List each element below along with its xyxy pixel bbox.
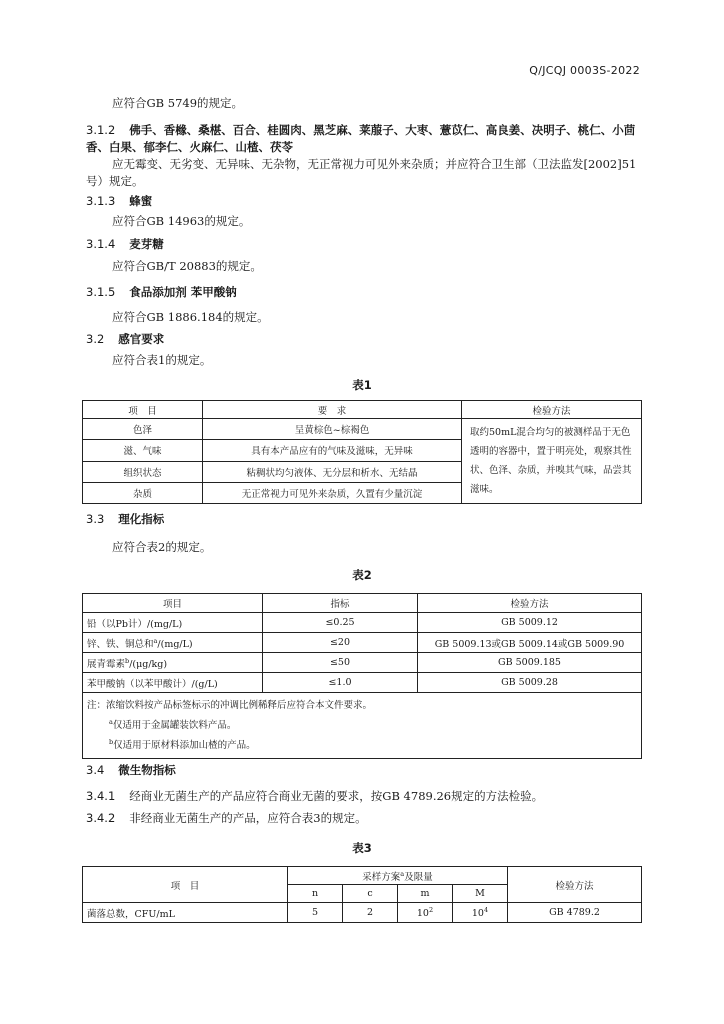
- section-number: 3.1.5: [86, 285, 116, 299]
- section-title: 食品添加剂 苯甲酸钠: [129, 285, 237, 299]
- note-text: 仅适用于原材料添加山楂的产品。: [113, 740, 256, 752]
- table-subheader: M: [453, 885, 508, 903]
- table-cell: [83, 613, 263, 633]
- table-cell: 5: [288, 903, 343, 923]
- section-3-2-heading: [86, 331, 164, 348]
- table-cell: ≤50: [263, 653, 418, 673]
- footnote-mark: a: [400, 869, 405, 878]
- table-1: [82, 400, 642, 504]
- section-title: 感官要求: [118, 332, 165, 346]
- table-cell: GB 5009.13或GB 5009.14或GB 5009.90: [418, 633, 642, 653]
- table-1-caption: 表1: [352, 378, 372, 392]
- table-cell: ≤20: [263, 633, 418, 653]
- table-header: 项 目: [83, 401, 203, 419]
- section-3-1-3-heading: [86, 193, 152, 210]
- footnote-mark: a: [153, 636, 158, 645]
- table-header: 检验方法: [462, 401, 642, 419]
- table-subheader: n: [288, 885, 343, 903]
- section-title: 理化指标: [118, 512, 165, 526]
- table-cell: 2: [343, 903, 398, 923]
- table-cell: GB 5009.28: [418, 673, 642, 693]
- section-text: 经商业无菌生产的产品应符合商业无菌的要求，按GB 4789.26规定的方法检验。: [129, 789, 544, 803]
- footnote-mark: b: [109, 738, 114, 747]
- table-notes: [83, 693, 642, 759]
- value-exponent: 4: [483, 905, 489, 914]
- table-subheader: m: [398, 885, 453, 903]
- section-number: 3.3: [86, 512, 105, 526]
- section-number: 3.1.2: [86, 123, 116, 137]
- table-cell: 菌落总数，CFU/mL: [83, 903, 288, 923]
- table-3: [82, 866, 642, 923]
- section-title: 微生物指标: [118, 763, 176, 777]
- table-cell: GB 5009.185: [418, 653, 642, 673]
- table-header: 检验方法: [508, 867, 642, 903]
- header-text: 采样方案: [362, 871, 401, 883]
- table-header: 指标: [263, 594, 418, 613]
- table-header: 要 求: [203, 401, 462, 419]
- section-3-4-1: [86, 788, 543, 805]
- table-cell: [83, 633, 263, 653]
- table-cell: 具有本产品应有的气味及滋味，无异味: [203, 440, 462, 461]
- note-line: 注：浓缩饮料按产品标签标示的冲调比例稀释后应符合本文件要求。: [87, 700, 373, 711]
- section-title: 蜂蜜: [129, 194, 153, 208]
- section-3-1-3-text: 应符合GB 14963的规定。: [112, 214, 251, 228]
- section-3-1-2-text: 应无霉变、无劣变、无异味、无杂物，无正常视力可见外来杂质；并应符合卫生部（卫法监发[2002]51号）规定。: [86, 157, 637, 188]
- item-text: 展青霉素: [87, 658, 126, 670]
- table-2: [82, 593, 642, 759]
- table-cell: GB 4789.2: [508, 903, 642, 923]
- item-text: 锌、铁、铜总和: [87, 638, 154, 650]
- note-line: [87, 714, 637, 734]
- section-3-1-4-text: 应符合GB/T 20883的规定。: [112, 259, 262, 273]
- note-line: [87, 734, 637, 754]
- table-cell: [83, 673, 263, 693]
- item-text: 苯甲酸钠（以苯甲酸计）/(g/L): [87, 678, 218, 690]
- section-3-3-text: 应符合表2的规定。: [112, 540, 212, 554]
- table-subheader: c: [343, 885, 398, 903]
- section-text: 非经商业无菌生产的产品，应符合表3的规定。: [129, 811, 367, 825]
- table-cell: 色泽: [83, 419, 203, 440]
- footnote-mark: b: [125, 656, 130, 665]
- value-base: 10: [416, 908, 429, 920]
- paragraph: 应符合GB 5749的规定。: [112, 96, 244, 110]
- item-unit: /(mg/L): [157, 638, 193, 650]
- section-number: 3.2: [86, 332, 105, 346]
- value-base: 10: [471, 908, 484, 920]
- item-unit: /(μg/kg): [129, 658, 168, 670]
- section-3-2-text: 应符合表1的规定。: [112, 353, 212, 367]
- section-3-3-heading: [86, 511, 164, 528]
- section-3-4-2: [86, 810, 367, 827]
- section-number: 3.4.1: [86, 789, 116, 803]
- standard-code: Q/JCQJ 0003S-2022: [529, 64, 640, 77]
- table-cell: 无正常视力可见外来杂质，久置有少量沉淀: [203, 482, 462, 503]
- section-number: 3.1.3: [86, 194, 116, 208]
- table-cell: ≤1.0: [263, 673, 418, 693]
- value-exponent: 2: [428, 905, 434, 914]
- table-cell: 呈黄棕色~棕褐色: [203, 419, 462, 440]
- table-cell: 取约50mL混合均匀的被测样品于无色透明的容器中，置于明亮处，观察其性状、色泽、杂质，并嗅其气味，品尝其滋味。: [462, 419, 642, 504]
- table-2-caption: 表2: [352, 568, 372, 582]
- table-3-caption: 表3: [352, 841, 372, 855]
- header-text: 及限量: [404, 871, 433, 883]
- table-header: 项目: [83, 594, 263, 613]
- section-3-4-heading: [86, 762, 176, 779]
- section-number: 3.4.2: [86, 811, 116, 825]
- table-cell: [83, 653, 263, 673]
- table-cell: 粘稠状均匀液体、无分层和析水、无结晶: [203, 461, 462, 482]
- table-cell: 杂质: [83, 482, 203, 503]
- footnote-mark: a: [109, 718, 113, 726]
- table-header: 检验方法: [418, 594, 642, 613]
- table-cell: [453, 903, 508, 923]
- table-header: [288, 867, 508, 885]
- section-number: 3.4: [86, 763, 105, 777]
- section-3-1-2-heading: [86, 122, 638, 156]
- table-cell: 组织状态: [83, 461, 203, 482]
- section-title: 麦芽糖: [129, 237, 164, 251]
- note-text: 仅适用于金属罐装饮料产品。: [112, 720, 237, 732]
- section-title: 佛手、香橼、桑椹、百合、桂圆肉、黑芝麻、莱菔子、大枣、薏苡仁、高良姜、决明子、桃仁、小茴香、白果、郁李仁、火麻仁、山楂、茯苓: [86, 123, 636, 154]
- section-number: 3.1.4: [86, 237, 116, 251]
- table-cell: 滋、气味: [83, 440, 203, 461]
- item-text: 铅（以Pb计）/(mg/L): [87, 618, 183, 630]
- table-cell: [398, 903, 453, 923]
- table-header: 项 目: [83, 867, 288, 903]
- section-3-1-4-heading: [86, 236, 164, 253]
- section-3-1-5-heading: [86, 284, 237, 301]
- table-cell: GB 5009.12: [418, 613, 642, 633]
- section-3-1-5-text: 应符合GB 1886.184的规定。: [112, 310, 269, 324]
- table-cell: ≤0.25: [263, 613, 418, 633]
